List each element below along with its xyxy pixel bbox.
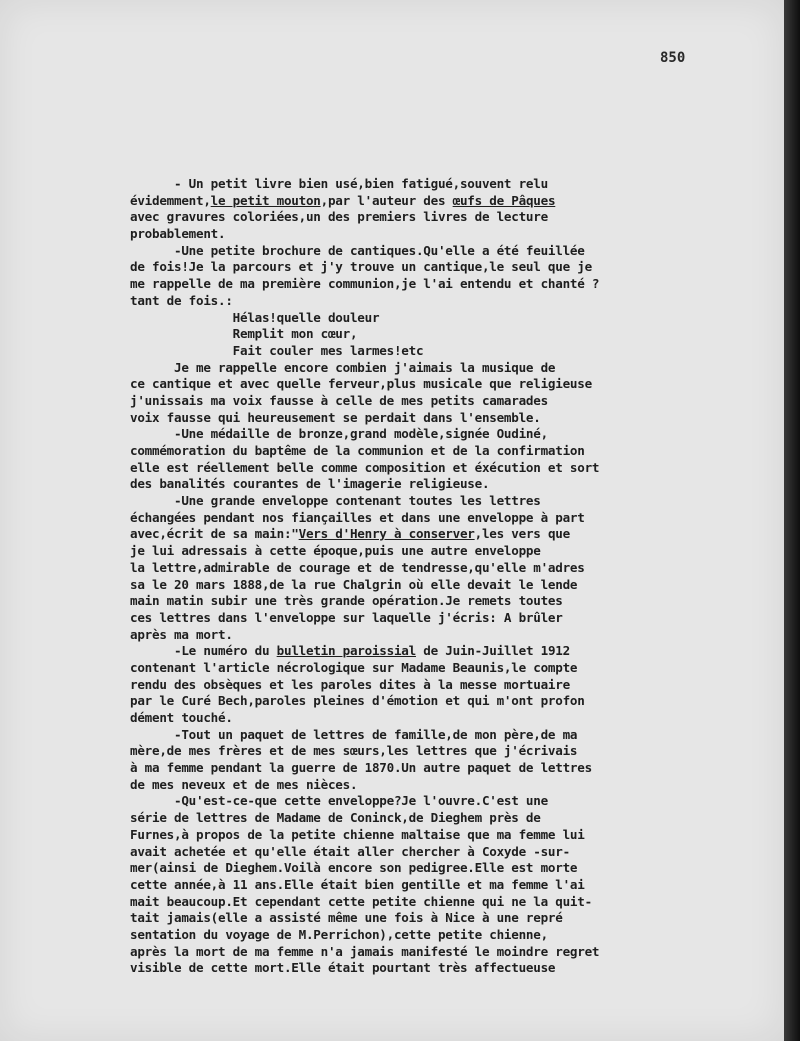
text-line xyxy=(130,410,778,427)
text-line xyxy=(130,310,778,327)
text-line xyxy=(130,860,778,877)
text-line xyxy=(130,927,778,944)
text-line xyxy=(130,526,778,543)
text-segment: -Qu'est-ce-que cette enveloppe?Je l'ouvre.C'est une xyxy=(130,793,548,809)
text-line xyxy=(130,209,778,226)
text-segment: main matin subir une très grande opération.Je remets toutes xyxy=(130,593,563,609)
text-segment: mère,de mes frères et de mes sœurs,les lettres que j'écrivais xyxy=(130,743,578,759)
text-segment: après la mort de ma femme n'a jamais manifesté le moindre regret xyxy=(130,943,600,959)
text-line xyxy=(130,693,778,710)
text-segment: de mes neveux et de mes nièces. xyxy=(130,776,358,792)
text-line xyxy=(130,844,778,861)
text-segment: ,les vers que xyxy=(474,526,570,542)
text-segment: Fait couler mes larmes!etc xyxy=(130,342,424,358)
text-line xyxy=(130,910,778,927)
underlined-text: œufs de Pâques xyxy=(452,192,556,208)
text-line xyxy=(130,226,778,243)
text-segment: je lui adressais à cette époque,puis une autre enveloppe xyxy=(130,543,541,559)
underlined-text: bulletin paroissial xyxy=(276,643,416,659)
text-line xyxy=(130,710,778,727)
text-segment: par le Curé Bech,paroles pleines d'émotion et qui m'ont profon xyxy=(130,693,585,709)
text-segment: me rappelle de ma première communion,je l'ai entendu et chanté ? xyxy=(130,276,600,292)
text-line xyxy=(130,360,778,377)
typed-text-body xyxy=(130,176,778,977)
text-line xyxy=(130,793,778,810)
text-line xyxy=(130,810,778,827)
underlined-text: Vers d'Henry à conserver xyxy=(298,526,475,542)
text-segment: -Une grande enveloppe contenant toutes les lettres xyxy=(130,493,541,509)
text-segment: la lettre,admirable de courage et de tendresse,qu'elle m'adres xyxy=(130,559,585,575)
text-segment: Je me rappelle encore combien j'aimais la musique de xyxy=(130,359,556,375)
text-segment: avait achetée et qu'elle était aller chercher à Coxyde -sur- xyxy=(130,843,570,859)
text-line xyxy=(130,243,778,260)
text-line xyxy=(130,777,778,794)
text-line xyxy=(130,627,778,644)
text-line xyxy=(130,760,778,777)
text-segment: sentation du voyage de M.Perrichon),cette petite chienne, xyxy=(130,926,548,942)
text-line xyxy=(130,560,778,577)
text-segment: Hélas!quelle douleur xyxy=(130,309,380,325)
text-segment: elle est réellement belle comme composition et éxécution et sort xyxy=(130,459,600,475)
scan-edge xyxy=(784,0,800,1041)
text-line xyxy=(130,577,778,594)
underlined-text: le petit mouton xyxy=(210,192,321,208)
text-segment: dément touché. xyxy=(130,710,233,725)
text-line xyxy=(130,543,778,560)
text-line xyxy=(130,343,778,360)
text-segment: ces lettres dans l'enveloppe sur laquelle j'écris: A brûler xyxy=(130,609,563,625)
text-line xyxy=(130,960,778,977)
text-line xyxy=(130,426,778,443)
text-line xyxy=(130,944,778,961)
text-line xyxy=(130,643,778,660)
text-line xyxy=(130,493,778,510)
text-line xyxy=(130,476,778,493)
text-line xyxy=(130,326,778,343)
text-segment: mer(ainsi de Dieghem.Voilà encore son pedigree.Elle est morte xyxy=(130,860,578,876)
text-segment: après ma mort. xyxy=(130,626,233,642)
text-segment: probablement. xyxy=(130,226,226,242)
text-line xyxy=(130,460,778,477)
text-segment: tait jamais(elle a assisté même une fois à Nice à une repré xyxy=(130,910,563,926)
text-line xyxy=(130,193,778,210)
text-segment: Furnes,à propos de la petite chienne maltaise que ma femme lui xyxy=(130,826,585,842)
text-line xyxy=(130,176,778,193)
text-line xyxy=(130,376,778,393)
text-segment: sa le 20 mars 1888,de la rue Chalgrin où elle devait le lende xyxy=(130,576,578,592)
text-segment: évidemment, xyxy=(130,192,211,208)
text-segment: à ma femme pendant la guerre de 1870.Un autre paquet de lettres xyxy=(130,760,592,776)
text-segment: rendu des obsèques et les paroles dites à la messe mortuaire xyxy=(130,676,570,692)
text-segment: -Une médaille de bronze,grand modèle,signée Oudiné, xyxy=(130,426,548,442)
text-line xyxy=(130,259,778,276)
text-line xyxy=(130,276,778,293)
text-segment: avec,écrit de sa main:" xyxy=(130,526,299,542)
text-segment: j'unissais ma voix fausse à celle de mes petits camarades xyxy=(130,392,548,408)
text-segment: visible de cette mort.Elle était pourtant très affectueuse xyxy=(130,960,556,976)
text-line xyxy=(130,827,778,844)
text-segment: cette année,à 11 ans.Elle était bien gentille et ma femme l'ai xyxy=(130,876,585,892)
text-line xyxy=(130,660,778,677)
text-segment: -Tout un paquet de lettres de famille,de mon père,de ma xyxy=(130,726,578,742)
text-segment: échangées pendant nos fiançailles et dans une enveloppe à part xyxy=(130,509,585,525)
text-line xyxy=(130,510,778,527)
text-segment: des banalités courantes de l'imagerie religieuse. xyxy=(130,476,490,492)
text-line xyxy=(130,743,778,760)
text-segment: ,par l'auteur des xyxy=(320,192,453,208)
text-segment: série de lettres de Madame de Coninck,de Dieghem près de xyxy=(130,810,541,826)
text-segment: tant de fois.: xyxy=(130,292,233,308)
text-segment: contenant l'article nécrologique sur Madame Beaunis,le compte xyxy=(130,659,578,675)
text-line xyxy=(130,443,778,460)
text-segment: de fois!Je la parcours et j'y trouve un cantique,le seul que je xyxy=(130,259,592,275)
text-line xyxy=(130,677,778,694)
text-segment: -Une petite brochure de cantiques.Qu'elle a été feuillée xyxy=(130,242,585,258)
text-line xyxy=(130,727,778,744)
text-segment: Remplit mon cœur, xyxy=(130,326,358,342)
text-segment: de Juin-Juillet 1912 xyxy=(415,643,570,659)
text-segment: -Le numéro du xyxy=(130,643,277,659)
text-line xyxy=(130,293,778,310)
text-segment: commémoration du baptême de la communion et de la confirmation xyxy=(130,443,585,458)
page-number: 850 xyxy=(660,50,686,66)
text-line xyxy=(130,894,778,911)
text-segment: ce cantique et avec quelle ferveur,plus musicale que religieuse xyxy=(130,376,592,392)
text-line xyxy=(130,877,778,894)
text-segment: - Un petit livre bien usé,bien fatigué,souvent relu xyxy=(130,176,548,191)
text-line xyxy=(130,610,778,627)
text-line xyxy=(130,593,778,610)
text-segment: mait beaucoup.Et cependant cette petite chienne qui ne la quit- xyxy=(130,893,592,909)
text-segment: avec gravures coloriées,un des premiers livres de lecture xyxy=(130,209,548,225)
text-segment: voix fausse qui heureusement se perdait dans l'ensemble. xyxy=(130,409,541,425)
text-line xyxy=(130,393,778,410)
